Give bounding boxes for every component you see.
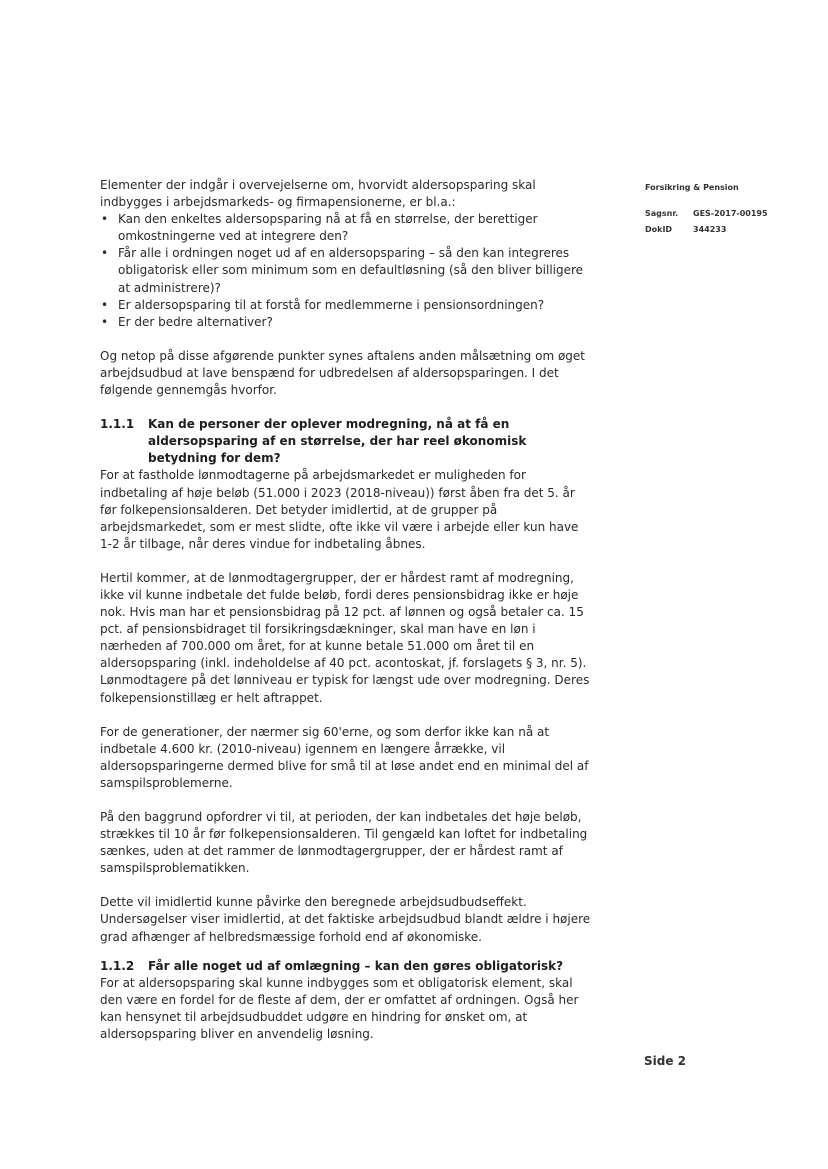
body-paragraph: Dette vil imidlertid kunne påvirke den beregnede arbejdsudbudseffekt. Undersøgelser viser imidlertid, at det faktiske arbejdsudbud blandt ældre i højere grad afhænger af helbredsmæssige forhold end af økonomiske.	[100, 895, 591, 944]
section-heading-1-1-2	[100, 958, 592, 975]
list-item	[100, 245, 592, 296]
bullet-icon: •	[101, 314, 109, 329]
list-item	[100, 314, 592, 331]
section-title: Får alle noget ud af omlægning – kan den gøres obligatorisk?	[148, 958, 564, 973]
list-item-text: Kan den enkeltes aldersopsparing nå at få en størrelse, der berettiger omkostningerne ved at integrere den?	[118, 212, 538, 244]
section-title: Kan de personer der oplever modregning, nå at få en aldersopsparing af en størrelse, der har reel økonomisk betydning for dem?	[148, 417, 527, 466]
doc-id-row	[645, 222, 795, 238]
bullet-icon: •	[101, 246, 109, 261]
document-body	[100, 177, 592, 1043]
section-number: 1.1.1	[100, 417, 135, 432]
case-number-label: Sagsnr.	[645, 209, 679, 218]
intro-paragraph-2: Og netop på disse afgørende punkter synes aftalens anden målsætning om øget arbejdsudbud at lave benspænd for udbredelsen af aldersopsparingen. I det følgende gennemgås hvorfor.	[100, 348, 585, 398]
list-item-text: Får alle i ordningen noget ud af en aldersopsparing – så den kan integreres obligatorisk eller som minimum som en defaultløsning (så den bliver billigere at administrere)?	[118, 246, 584, 295]
organization-name: Forsikring & Pension	[645, 183, 739, 192]
body-paragraph: For at aldersopsparing skal kunne indbygges som et obligatorisk element, skal den være en fordel for de fleste af dem, der er omfattet af ordningen. Også her kan hensynet til arbejdsudbuddet udgøre en hindring for ønsket om, at aldersopsparing bliver en anvendelig løsning.	[100, 975, 579, 1042]
list-item	[100, 211, 592, 245]
body-paragraph: For at fastholde lønmodtagerne på arbejdsmarkedet er muligheden for indbetaling af høje beløb (51.000 i 2023 (2018-niveau)) først åben fra det 5. år før folkepensionsalderen. Det betyder imidlertid, at de grupper på arbejdsmarkedet, som er mest slidte, ofte ikke vil være i arbejde eller kun have 1-2 år tilbage, når deres vindue for indbetaling åbnes.	[100, 468, 579, 551]
case-number-row	[645, 206, 795, 222]
intro-paragraph: Elementer der indgår i overvejelserne om, hvorvidt aldersopsparing skal indbygges i arbejdsmarkeds- og firmapensionerne, er bl.a.:	[100, 178, 536, 210]
bullet-icon: •	[101, 212, 109, 227]
body-paragraph: For de generationer, der nærmer sig 60'erne, og som derfor ikke kan nå at indbetale 4.600 kr. (2010-niveau) igennem en længere årrække, vil aldersopsparingerne dermed blive for små til at løse andet end en minimal del af samspilsproblemerne.	[100, 724, 589, 790]
list-item-text: Er der bedre alternativer?	[118, 314, 273, 329]
body-paragraph: Hertil kommer, at de lønmodtagergrupper, der er hårdest ramt af modregning, ikke vil kunne indbetale det fulde beløb, fordi deres pensionsbidrag ikke er høje nok. Hvis man har et pensionsbidrag på 12 pct. af lønnen og også betaler ca. 15 pct. af pensionsbidraget til forsikringsdækninger, skal man have en løn i nærheden af 700.000 om året, for at kunne betale 51.000 om året til en aldersopsparing (inkl. indeholdelse af 40 pct. acontoskat, jf. forslagets § 3, nr. 5). Lønmodtagere på det lønniveau er typisk for længst ude over modregning. Deres folkepensionstillæg er helt aftrappet.	[100, 570, 590, 705]
bullet-icon: •	[101, 297, 109, 312]
doc-id-value: 344233	[693, 225, 727, 234]
list-item-text: Er aldersopsparing til at forstå for medlemmerne i pensionsordningen?	[118, 297, 545, 312]
page-number: Side 2	[644, 1054, 687, 1068]
considerations-list	[100, 211, 592, 331]
case-number-value: GES-2017-00195	[693, 209, 768, 218]
doc-id-label: DokID	[645, 225, 673, 234]
document-metadata	[645, 180, 795, 238]
body-paragraph: På den baggrund opfordrer vi til, at perioden, der kan indbetales det høje beløb, strækkes til 10 år før folkepensionsalderen. Til gengæld kan loftet for indbetaling sænkes, uden at det rammer de lønmodtagergrupper, der er hårdest ramt af samspilsproblematikken.	[100, 810, 588, 876]
section-heading-1-1-1	[100, 416, 592, 467]
section-number: 1.1.2	[100, 958, 135, 973]
list-item	[100, 297, 592, 314]
